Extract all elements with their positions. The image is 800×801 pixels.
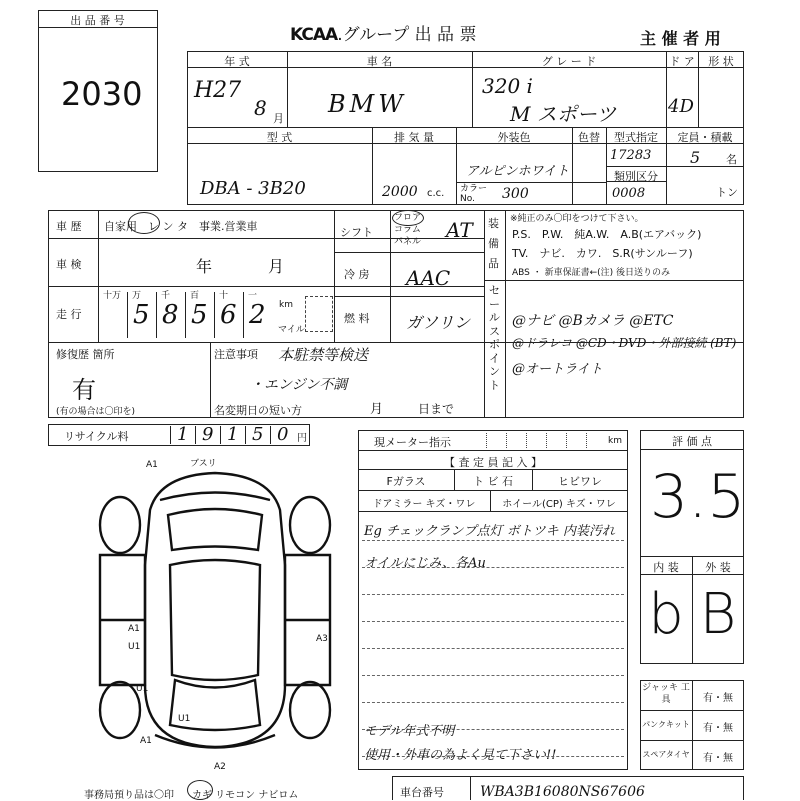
mileage-digit-label: 十万 [103,291,122,301]
capacity-value: 5 [690,148,701,167]
organizer-label: 主 催 者 用 [640,29,721,48]
jack-value: 有・無 [703,693,733,704]
sales-line-1: @ナビ @Bカメラ @ETC [512,313,674,329]
caution-label: 注意事項 [214,348,258,361]
mileage-digit: 6 [220,300,237,330]
interior-label: 内 装 [653,561,679,574]
mark-a2: A2 [214,762,226,772]
equipment-side-label: 装備品 [488,217,499,270]
recycle-label: リサイクル料 [64,430,129,443]
recycle-digit: 1 [177,424,189,445]
history-circle [128,212,160,234]
inspection-month-unit: 月 [268,257,285,276]
form-title: .グループ 出 品 票 [337,25,477,45]
displacement-value: 2000 [382,184,418,200]
repair-note: (有の場合は〇印を) [56,407,136,417]
lot-number-box [38,10,158,172]
shift-circle [392,210,424,226]
grade-score: 3.5 [650,462,746,532]
year-era: H27 [194,78,242,103]
mark-u1-rear: U1 [178,714,191,724]
fuel-value: ガソリン [406,313,471,332]
mark-a1-top-left: A1 [146,460,158,470]
color-label: 外装色 [497,131,531,144]
class-label: 類別区分 [614,170,658,183]
mark-a1-rear: A1 [140,736,152,746]
office-label: 事務局預り品は〇印 [84,790,174,801]
inspector-note-1: Eg チェックランプ点灯 ボトツキ 内装汚れ [364,524,615,539]
spare-label: スペアタイヤ [642,750,690,759]
car-name: BMW [328,90,407,118]
color-value: アルピンホワイト [466,164,570,179]
shift-panel: パネル [394,237,422,247]
model-label: 型 式 [266,131,293,144]
chip-label: ト ビ 石 [473,475,513,488]
chassis-label: 車台番号 [400,786,444,799]
brand-logo: KCAA [290,25,338,45]
equipment-note: ※純正のみ〇印をつけて下さい。 [510,214,644,224]
caution-1: 本駐禁等検送 [278,346,369,364]
wheel-label: ホイール(CP) キズ・ワレ [502,499,616,510]
grade-label: グ レ ー ド [541,55,597,68]
name-change-month: 月 [370,402,384,417]
door-value: 4D [668,96,694,117]
exterior-grade: B [699,582,737,647]
sales-line-3: @オートライト [512,362,603,377]
recycle-digit: 0 [277,424,289,445]
sales-line-2: @ドラレコ @CD・DVD・外部接続 (BT) [512,336,737,350]
fuel-label: 燃 料 [344,312,370,325]
year-label: 年 式 [224,55,250,68]
shift-column: コラム [394,225,421,235]
mileage-digit-label: 十 [219,291,229,301]
lot-number: 2030 [61,75,143,113]
mileage-digit-label: 一 [248,291,258,301]
shift-value: AT [446,218,473,242]
color-no-label: カラー No. [460,184,488,204]
mark-a1-side: A1 [128,624,140,634]
glass-label: Fガラス [386,475,426,488]
mile-label: マイル [278,325,305,335]
interior-grade: b [648,582,684,647]
inspector-note-2: オイルにじみ、各Au [364,556,486,571]
puncture-value: 有・無 [703,723,733,734]
color-change-label: 色替 [578,131,600,144]
recycle-unit: 円 [297,433,307,444]
mark-a3: A3 [316,634,328,644]
mileage-digit: 5 [191,300,208,330]
cc-unit: c.c. [427,188,445,199]
equipment-line-3: ABS ・ 新車保証書←(注) 後日送りのみ [512,268,671,278]
type-spec-label: 型式指定 [614,131,658,144]
mark-top: ブスリ [190,459,217,469]
mileage-digit-label: 千 [161,291,171,301]
meter-km: km [608,436,622,446]
sales-side-label: セールスポイント [489,284,500,392]
recycle-digit: 9 [202,424,214,445]
load-unit: トン [716,186,738,199]
history-label: 車 歴 [56,220,82,233]
grade-label: 評 価 点 [672,435,712,448]
shift-label: シフト [340,226,373,239]
repair-value: 有 [72,376,96,404]
type-spec-value: 17283 [610,148,652,163]
year-month-unit: 月 [273,112,284,125]
color-no-value: 300 [502,186,529,202]
year-month: 8 [254,96,267,120]
mark-u1-b: U1 [136,684,149,694]
grade-line-1: 320 i [482,74,533,98]
mirror-label: ドアミラー キズ・ワレ [372,499,476,510]
inspector-note-3: モデル年式不明 [364,724,455,739]
mileage-label: 走 行 [56,308,82,321]
mileage-digit: 2 [249,300,266,330]
shape-label: 形 状 [708,55,734,68]
office-items: カギ リモコン ナビロム [192,790,299,801]
spare-value: 有・無 [703,753,733,764]
inspector-section-label: 【 査 定 員 記 入 】 [444,456,542,469]
jack-label: ジャッキ 工 具 [642,683,690,705]
history-options: 自家用 レ ン タ 事業.営業車 [104,220,258,233]
mileage-digit-label: 百 [190,291,200,301]
shift-floor: フロア [394,213,422,223]
exterior-label: 外 装 [705,561,731,574]
equipment-line-2: TV. ナビ. カワ. S.R(サンルーフ) [512,247,693,260]
mark-u1-a: U1 [128,642,141,652]
displacement-label: 排 気 量 [394,131,434,144]
model-value: DBA - 3B20 [200,178,306,199]
class-value: 0008 [612,186,646,201]
inspection-year-unit: 年 [196,257,213,276]
inspector-note-4: 使用・外車の為よく見て下さい!! [364,748,557,763]
lot-number-label: 出 品 番 号 [70,14,125,27]
puncture-label: パンクキット [642,720,690,729]
ac-label: 冷 房 [344,268,370,281]
recycle-digit: 5 [252,424,264,445]
inspection-label: 車 検 [56,258,82,271]
chassis-value: WBA3B16080NS67606 [480,784,645,800]
mileage-digit: 8 [162,300,179,330]
meter-label: 現メーター指示 [374,436,451,449]
brand-title [290,20,476,45]
capacity-label: 定員・積載 [677,131,733,144]
car-name-label: 車 名 [366,55,393,68]
mile-checkbox[interactable] [305,296,333,332]
recycle-digit: 1 [227,424,239,445]
km-label: km [279,300,293,310]
mileage-digit: 5 [133,300,150,330]
crack-label: ヒビワレ [558,475,602,488]
repair-table [48,342,744,418]
repair-label: 修復歴 箇所 [56,348,115,361]
capacity-unit: 名 [726,153,737,166]
equipment-line-1: P.S. P.W. 純A.W. A.B(エアバック) [512,228,702,241]
name-change-label: 名変期日の短い方 [214,404,302,417]
grade-line-2: M スポーツ [510,102,617,126]
caution-2: ・エンジン不調 [250,377,348,393]
ac-value: AAC [406,266,451,290]
car-diagram [80,455,350,775]
name-change-day: 日まで [418,402,455,416]
mileage-digit-label: 万 [132,291,142,301]
door-label: ド ア [669,55,695,68]
